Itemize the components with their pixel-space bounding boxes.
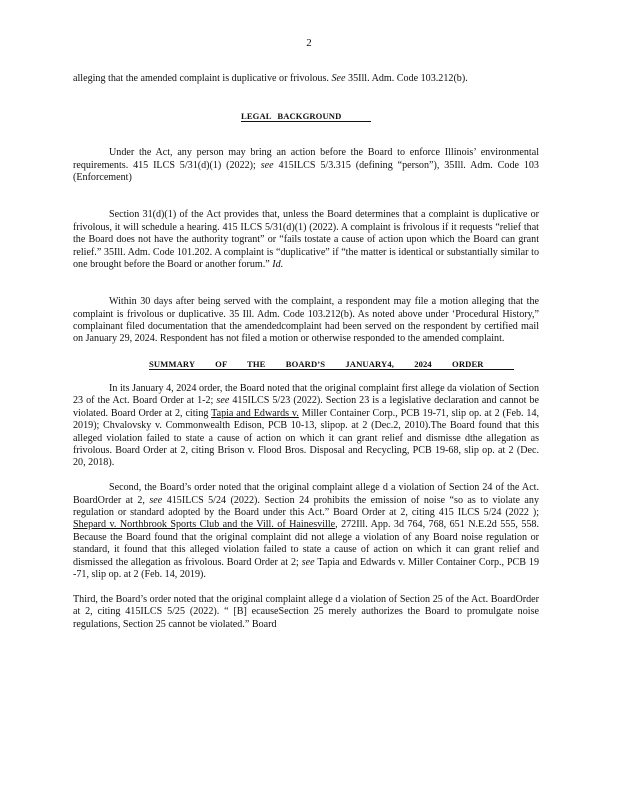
paragraph-third: Third, the Board’s order noted that the original complaint allege d a violation of Section 25 of the Act. BoardOrder at 2, citing 415ILCS 5/25 (2022). “ [B] ecauseSection 25 merely authorizes the Board to promulgate noise regulations, Section 25 cannot be violated.” Board xyxy=(73,593,539,630)
heading-summary-order: SUMMARY OF THE BOARD’S JANUARY4, 2024 ORDER xyxy=(73,358,539,370)
page-number: 2 xyxy=(306,37,312,49)
paragraph-act: Under the Act, any person may bring an action before the Board to enforce Illinois’ environmental requirements. 415 ILCS 5/31(d)(1) (2022); see 415ILCS 5/3.315 (defining “person”), 35Ill. Adm. Code 103 (Enforcement) xyxy=(73,147,539,184)
signal-see: See xyxy=(331,73,346,84)
paragraph-january-order: In its January 4, 2024 order, the Board noted that the original complaint first allege da violation of Section 23 of the Act. Board Order at 1-2; see 415ILCS 5/23 (2022). Section 23 is a legislative declaration and cannot be violated. Board Order at 2, citing Tapia and Edwards v. Miller Container Corp., PCB 19-71, slip op. at 2 (Feb. 14, 2019); Chvalovsky v. Commonwealth Edison, PCB 10-13, slipop. at 2 (Dec.2, 2010).The Board found that this alleged violation failed to state a cause of action on which it can grant relief and dismisse dthe allegation as frivolous. Board Order at 2, citing Brison v. Flood Bros. Disposal and Recycling, PCB 19-68, slip op. at 2 (Dec. 20, 2018). xyxy=(73,383,540,469)
paragraph-intro: alleging that the amended complaint is duplicative or frivolous. See 35Ill. Adm. Code 103.212(b). xyxy=(73,73,468,84)
document-body xyxy=(73,73,539,631)
paragraph-second: Second, the Board’s order noted that the original complaint allege d a violation of Section 24 of the Act. BoardOrder at 2, see 415ILCS 5/24 (2022). Section 24 prohibits the emission of noise “so as to violate any regulation or standard adopted by the Board under this Act.” Board Order at 2, citing 415 ILCS 5/24 (2022 ); Shepard v. Northbrook Sports Club and the Vill. of Hainesville, 272Ill. App. 3d 764, 768, 651 N.E.2d 555, 558. Because the Board found that the original complaint did not allege a violation of any Board noise regulation or standard, it found that this alleged violation failed to state a cause of action on which it can grant relief and dismissed the allegation as frivolous. Board Order at 2; see Tapia and Edwards v. Miller Container Corp., PCB 19 -71, slip op. at 2 (Feb. 14, 2019). xyxy=(73,482,540,581)
paragraph-section-31: Section 31(d)(1) of the Act provides that, unless the Board determines that a complaint is duplicative or frivolous, it will schedule a hearing. 415 ILCS 5/31(d)(1) (2022). A complaint is frivolous if it requests “relief that the Board does not have the authority togrant” or “fails tostate a cause of action upon which the Board can grant relief.” 35Ill. Adm. Code 101.202. A complaint is “duplicative” if “the matter is identical or substantially similar to one brought before the Board or another forum.” Id. xyxy=(73,209,539,270)
paragraph-30-days: Within 30 days after being served with the complaint, a respondent may file a motion alleging that the complaint is frivolous or duplicative. 35 Ill. Adm. Code 103.212(b). As noted above under ‘Procedural History,” complainant filed documentation that the amendedcomplaint had been served on the respondent by certified mail on January 29, 2024. Respondent has not filed a motion or otherwise responded to the amended complaint. xyxy=(73,296,539,345)
heading-legal-background: LEGAL BACKGROUND xyxy=(73,110,539,122)
